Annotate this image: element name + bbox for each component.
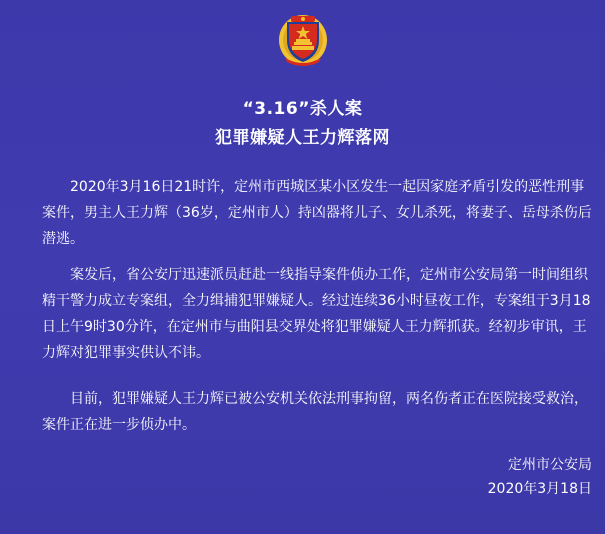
notice-subtitle: 犯罪嫌疑人王力辉落网 (215, 128, 390, 148)
paragraph-status: 目前，犯罪嫌疑人王力辉已被公安机关依法刑事拘留，两名伤者正在医院接受救治，案件正在进一步侦办中。 (42, 391, 588, 433)
notice-title: “3.16”杀人案 (242, 99, 363, 119)
paragraph-incident: 2020年3月16日21时许，定州市西城区某小区发生一起因家庭矛盾引发的恶性刑事案件，男主人王力辉（36岁，定州市人）持凶器将儿子、女儿杀死，将妻子、岳母杀伤后潜逃。 (42, 179, 592, 247)
signature-date: 2020年3月18日 (487, 481, 592, 497)
signature-organization: 定州市公安局 (508, 457, 592, 473)
paragraph-investigation: 案发后，省公安厅迅速派员赶赴一线指导案件侦办工作，定州市公安局第一时间组织精干警力成立专案组，全力缉捕犯罪嫌疑人。经过连续36小时昼夜工作，专案组于3月18日上午9时30分许，在定州市与曲阳县交界处将犯罪嫌疑人王力辉抓获。经初步审讯，王力辉对犯罪事实供认不讳。 (42, 267, 591, 361)
police-emblem-icon (277, 10, 329, 66)
